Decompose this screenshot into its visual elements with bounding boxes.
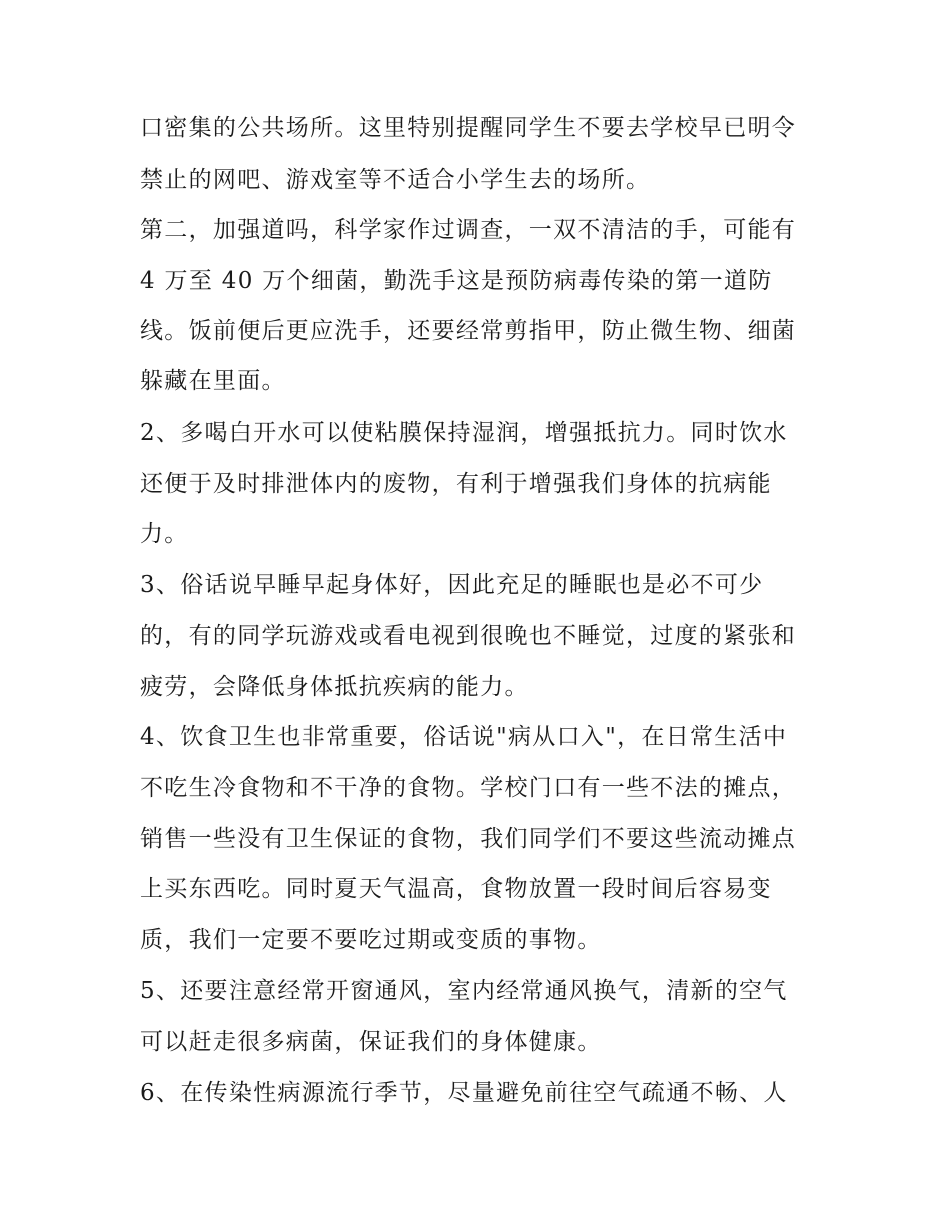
text-line: 还便于及时排泄体内的废物，有利于增强我们身体的抗病能	[140, 471, 772, 497]
text-line: 疲劳，会降低身体抵抗疾病的能力。	[140, 674, 529, 700]
text-line: 口密集的公共场所。这里特别提醒同学生不要去学校早已明令	[140, 115, 797, 141]
text-line: 销售一些没有卫生保证的食物，我们同学们不要这些流动摊点	[140, 826, 797, 852]
text-line: 的，有的同学玩游戏或看电视到很晚也不睡觉，过度的紧张和	[140, 623, 797, 649]
text-line: 不吃生冷食物和不干净的食物。学校门口有一些不法的摊点，	[140, 775, 797, 801]
text-line: 线。饭前便后更应洗手，还要经常剪指甲，防止微生物、细菌	[140, 318, 797, 344]
text-line: 禁止的网吧、游戏室等不适合小学生去的场所。	[140, 167, 651, 193]
text-line: 上买东西吃。同时夏天气温高，食物放置一段时间后容易变	[140, 876, 772, 902]
text-line: 5、还要注意经常开窗通风，室内经常通风换气，清新的空气	[140, 978, 788, 1004]
text-line: 4、饮食卫生也非常重要，俗话说"病从口入"，在日常生活中	[140, 724, 788, 750]
text-line: 可以赶走很多病菌，保证我们的身体健康。	[140, 1029, 602, 1055]
text-line: 2、多喝白开水可以使粘膜保持湿润，增强抵抗力。同时饮水	[140, 420, 788, 446]
text-line: 4 万至 40 万个细菌，勤洗手这是预防病毒传染的第一道防	[140, 268, 773, 294]
text-line: 第二，加强道吗，科学家作过调查，一双不清洁的手，可能有	[140, 217, 797, 243]
text-line: 质，我们一定要不要吃过期或变质的事物。	[140, 927, 602, 953]
text-line: 6、在传染性病源流行季节，尽量避免前往空气疏通不畅、人	[140, 1080, 788, 1106]
text-line: 力。	[140, 521, 189, 547]
text-line: 3、俗话说早睡早起身体好，因此充足的睡眠也是必不可少	[140, 572, 764, 598]
text-line: 躲藏在里面。	[140, 368, 286, 394]
